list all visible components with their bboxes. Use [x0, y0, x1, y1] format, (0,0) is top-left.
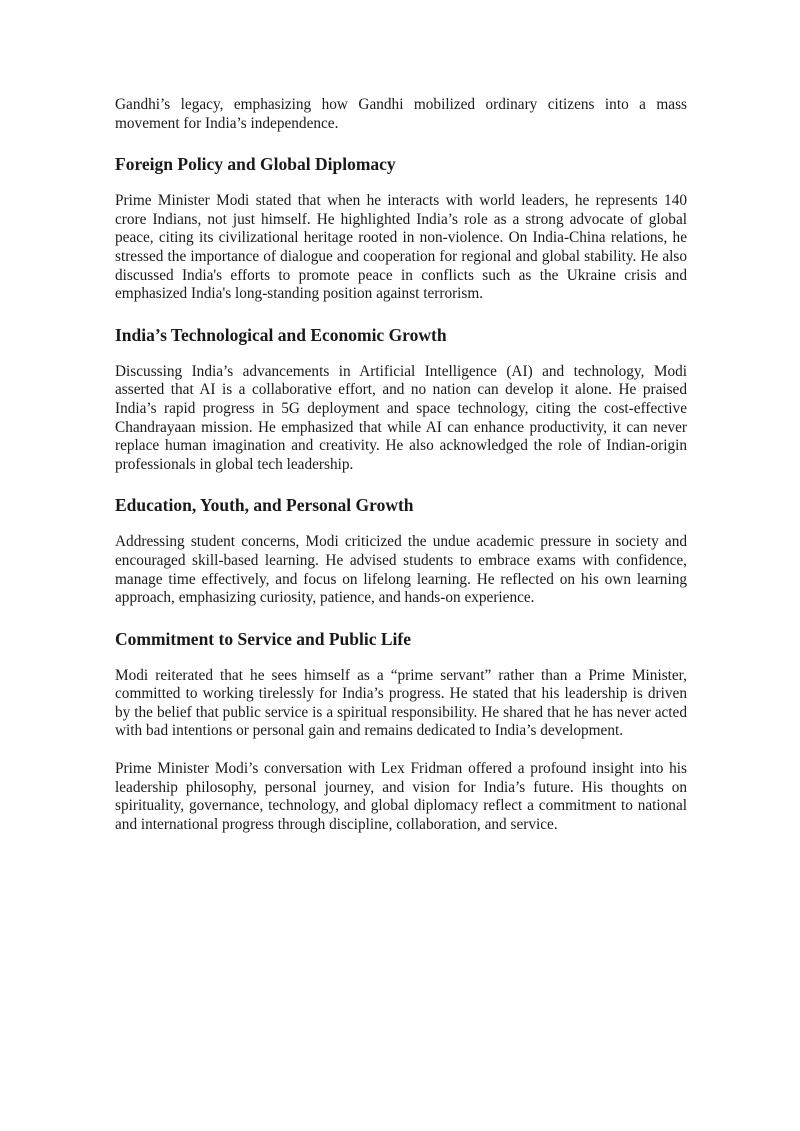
section-heading: India’s Technological and Economic Growth	[115, 324, 447, 345]
section-paragraph: Modi reiterated that he sees himself as a “prime servant” rather than a Prime Minister, committed to working tirelessly for India’s progress. He stated that his leadership is driven by the belief that public service is a spiritual responsibility. He shared that he has never acted with bad intentions or personal gain and remains dedicated to India’s development.	[115, 666, 687, 740]
section-paragraph: Prime Minister Modi stated that when he interacts with world leaders, he represents 140 crore Indians, not just himself. He highlighted India’s role as a strong advocate of global peace, citing its civilizational heritage rooted in non-violence. On India-China relations, he stressed the importance of dialogue and cooperation for regional and global stability. He also discussed India's efforts to promote peace in conflicts such as the Ukraine crisis and emphasized India's long-standing position against terrorism.	[115, 192, 687, 303]
section-public-service	[115, 628, 687, 741]
document-page	[115, 96, 687, 834]
section-foreign-policy	[115, 153, 687, 304]
section-technology-growth	[115, 324, 687, 475]
section-education-youth	[115, 494, 687, 607]
section-paragraph: Discussing India’s advancements in Artificial Intelligence (AI) and technology, Modi asserted that AI is a collaborative effort, and no nation can develop it alone. He praised India’s rapid progress in 5G deployment and space technology, citing the cost-effective Chandrayaan mission. He emphasized that while AI can enhance productivity, it can never replace human imagination and creativity. He also acknowledged the role of Indian-origin professionals in global tech leadership.	[115, 362, 687, 473]
section-paragraph: Addressing student concerns, Modi criticized the undue academic pressure in society and encouraged skill-based learning. He advised students to embrace exams with confidence, manage time effectively, and focus on lifelong learning. He reflected on his own learning approach, emphasizing curiosity, patience, and hands-on experience.	[115, 533, 687, 607]
intro-paragraph: Gandhi’s legacy, emphasizing how Gandhi mobilized ordinary citizens into a mass movement for India’s independence.	[115, 96, 687, 132]
section-heading: Commitment to Service and Public Life	[115, 628, 411, 649]
section-heading: Education, Youth, and Personal Growth	[115, 495, 414, 516]
section-heading: Foreign Policy and Global Diplomacy	[115, 154, 396, 175]
closing-paragraph: Prime Minister Modi’s conversation with Lex Fridman offered a profound insight into his leadership philosophy, personal journey, and vision for India’s future. His thoughts on spirituality, governance, technology, and global diplomacy reflect a commitment to national and international progress through discipline, collaboration, and service.	[115, 760, 687, 833]
